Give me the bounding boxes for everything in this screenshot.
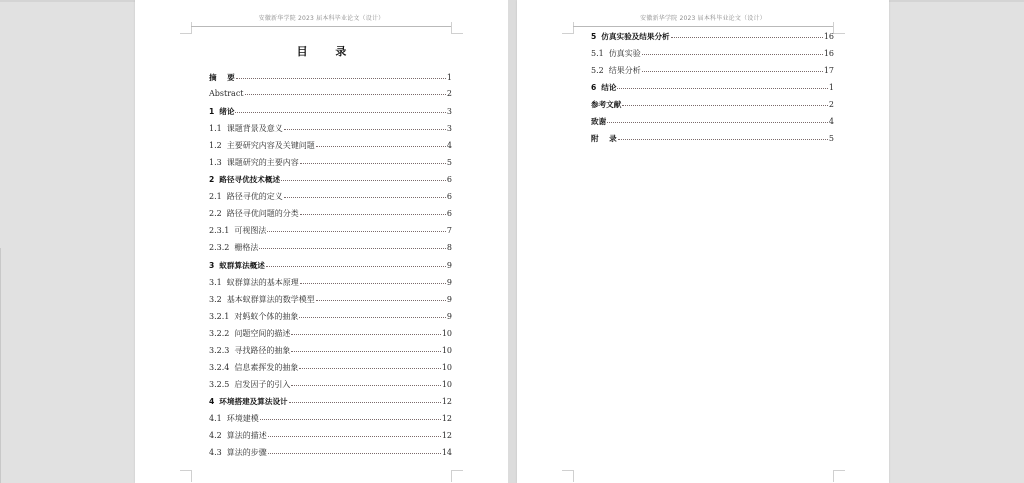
toc-entry-number: 3.2.3 [209,345,230,355]
toc-entry-page-number: 4 [828,117,834,127]
toc-title: 目 录 [296,45,359,58]
toc-entry-number: 2.3.1 [209,226,230,236]
toc-dot-leader [300,214,446,215]
toc-entry-label: 信息素挥发的抽象 [234,362,299,372]
header-rule [191,26,451,27]
toc-entry-label: 寻找路径的抽象 [234,345,291,355]
toc-dot-leader [299,368,440,369]
toc-entry-number: 4.3 [209,448,222,458]
crop-mark-bottom-left [180,470,192,482]
toc-entry-number: 3.2.5 [209,379,230,389]
toc-entry[interactable] [209,225,452,242]
toc-entry-label: 栅格法 [234,243,259,253]
toc-entry-number: 3.2.2 [209,328,230,338]
toc-dot-leader [236,78,446,79]
toc-dot-leader [260,419,441,420]
toc-entry[interactable] [209,123,452,140]
toc-entry[interactable] [209,72,452,89]
crop-mark-bottom-left [562,470,574,482]
toc-entry[interactable] [209,379,452,396]
toc-entry[interactable] [591,48,834,65]
toc-dot-leader [617,88,827,89]
toc-entry-label: 算法的描述 [226,430,267,440]
toc-dot-leader [281,180,446,181]
toc-entry-number: 2.1 [209,192,222,202]
toc-entry-page-number: 4 [446,141,452,151]
toc-entry[interactable] [209,140,452,157]
toc-entry-page-number: 1 [446,73,452,82]
toc-entry-number: 3.1 [209,277,222,287]
toc-entry-label: 基本蚁群算法的数学模型 [226,294,315,304]
toc-dot-leader [291,351,440,352]
toc-entry-page-number: 9 [446,277,452,287]
toc-entry-page-number: 1 [828,83,834,93]
running-header: 安徽新华学院 2023 届本科毕业论文（设计） [640,15,766,22]
toc-entry[interactable] [591,116,834,133]
toc-dot-leader [284,129,446,130]
toc-entry-page-number: 5 [446,158,452,168]
toc-entry-page-number: 16 [823,49,834,59]
toc-entry-number: 3.2 [209,294,222,304]
toc-dot-leader [300,163,446,164]
toc-entry-number: 5.1 [591,49,604,59]
toc-entry-page-number: 2 [446,89,452,99]
toc-entry-number: 1 [209,107,215,117]
toc-entry-label: 对蚂蚁个体的抽象 [234,311,299,321]
toc-entry[interactable] [209,447,452,464]
toc-entry-label: 主要研究内容及关键问题 [226,141,315,151]
toc-entry-label: 问题空间的描述 [234,328,291,338]
toc-entry-number: 6 [591,83,597,93]
crop-mark-top-right [833,22,845,34]
toc-entry-label: 环境搭建及算法设计 [219,396,288,406]
toc-entry-page-number: 12 [441,396,452,406]
toc-entry-number: 4.2 [209,430,222,440]
crop-mark-top-left [562,22,574,34]
toc-entry[interactable] [591,82,834,99]
toc-entry[interactable] [209,106,452,123]
toc-list [209,72,452,464]
toc-dot-leader [642,71,823,72]
toc-entry-page-number: 16 [823,32,834,41]
toc-entry-number: 3 [209,260,215,270]
toc-entry[interactable] [209,242,452,259]
toc-entry[interactable] [209,208,452,225]
toc-entry-number: 3.2.1 [209,311,230,321]
toc-dot-leader [671,37,823,38]
toc-entry-page-number: 7 [446,226,452,236]
toc-dot-leader [284,197,446,198]
toc-entry-page-number: 9 [446,260,452,270]
toc-entry[interactable] [209,174,452,191]
toc-entry-label: 致谢 [591,117,607,127]
toc-entry-label: 蚁群算法概述 [219,260,265,270]
toc-dot-leader [316,300,446,301]
toc-dot-leader [245,94,446,95]
toc-entry[interactable] [591,99,834,116]
toc-dot-leader [266,266,446,267]
toc-entry-label: 仿真实验及结果分析 [601,32,670,41]
toc-entry[interactable] [209,413,452,430]
toc-entry[interactable] [209,430,452,447]
toc-entry[interactable] [209,345,452,362]
toc-entry-page-number: 10 [441,379,452,389]
crop-mark-top-right [451,22,463,34]
toc-entry[interactable] [591,133,834,150]
toc-entry[interactable] [209,362,452,379]
toc-dot-leader [607,122,828,123]
toc-dot-leader [618,139,828,140]
crop-mark-top-left [180,22,192,34]
toc-entry-label: 蚁群算法的基本原理 [226,277,299,287]
toc-entry-label: 附 录 [591,134,617,144]
running-header: 安徽新华学院 2023 届本科毕业论文（设计） [258,15,385,22]
toc-entry-page-number: 6 [446,175,452,185]
toc-entry-page-number: 9 [446,294,452,304]
toc-entry[interactable] [209,328,452,345]
toc-entry-label: 仿真实验 [608,49,641,59]
toc-dot-leader [259,248,446,249]
toc-entry-label: 摘 要 [209,73,235,82]
toc-entry-label: Abstract [209,89,244,99]
toc-entry-label: 算法的步骤 [226,448,267,458]
document-page-1 [135,0,508,483]
toc-entry-page-number: 12 [441,430,452,440]
toc-entry-page-number: 10 [441,362,452,372]
toc-dot-leader [622,105,828,106]
toc-entry-label: 课题背景及意义 [226,124,283,134]
toc-entry-page-number: 5 [828,134,834,144]
toc-entry-number: 1.2 [209,141,222,151]
crop-mark-bottom-right [451,470,463,482]
toc-entry[interactable] [209,311,452,328]
toc-entry-label: 环境建模 [226,413,259,423]
toc-entry-number: 4 [209,396,215,406]
toc-entry[interactable] [209,191,452,208]
toc-entry-label: 结论 [601,83,617,93]
toc-entry-label: 启发因子的引入 [234,379,291,389]
toc-entry[interactable] [591,65,834,82]
toc-entry-number: 5.2 [591,66,604,76]
toc-entry[interactable] [209,277,452,294]
toc-entry-label: 可视图法 [234,226,267,236]
toc-dot-leader [642,54,823,55]
document-page-2 [517,0,889,483]
toc-entry-page-number: 10 [441,328,452,338]
toc-dot-leader [289,402,441,403]
toc-entry-number: 2.3.2 [209,243,230,253]
toc-dot-leader [300,283,446,284]
page-gap [508,0,517,483]
toc-entry-label: 参考文献 [591,100,622,110]
toc-entry-page-number: 3 [446,107,452,117]
toc-entry[interactable] [209,294,452,311]
toc-entry-page-number: 3 [446,124,452,134]
toc-dot-leader [268,436,441,437]
toc-entry-label: 路径寻优技术概述 [219,175,281,185]
crop-mark-bottom-right [833,470,845,482]
toc-entry-number: 2 [209,175,215,185]
toc-entry-page-number: 6 [446,209,452,219]
toc-entry-page-number: 12 [441,413,452,423]
toc-entry[interactable] [209,396,452,413]
toc-entry-label: 路径寻优问题的分类 [226,209,299,219]
toc-entry-page-number: 8 [446,243,452,253]
toc-entry-page-number: 10 [441,345,452,355]
toc-dot-leader [235,112,445,113]
toc-entry-number: 3.2.4 [209,362,230,372]
toc-entry-label: 课题研究的主要内容 [226,158,299,168]
toc-entry-number: 1.1 [209,124,222,134]
toc-entry[interactable] [209,157,452,174]
toc-dot-leader [267,231,446,232]
toc-dot-leader [291,385,440,386]
toc-entry-page-number: 6 [446,192,452,202]
toc-entry-label: 路径寻优的定义 [226,192,283,202]
toc-entry-page-number: 17 [823,66,834,76]
toc-dot-leader [316,146,446,147]
toc-dot-leader [291,334,440,335]
toc-entry-label: 绪论 [219,107,235,117]
toc-entry-number: 2.2 [209,209,222,219]
viewer-left-edge [0,248,1,483]
toc-entry[interactable] [591,31,834,48]
toc-entry-page-number: 14 [441,448,452,458]
toc-entry-label: 结果分析 [608,66,641,76]
toc-dot-leader [299,317,446,318]
toc-entry[interactable] [209,260,452,277]
header-rule [573,26,833,27]
toc-entry-page-number: 9 [446,311,452,321]
toc-dot-leader [268,453,441,454]
toc-entry-page-number: 2 [828,100,834,110]
toc-list [591,31,834,150]
toc-entry-number: 4.1 [209,413,222,423]
toc-entry-number: 1.3 [209,158,222,168]
toc-entry[interactable] [209,89,452,106]
toc-entry-number: 5 [591,32,597,41]
